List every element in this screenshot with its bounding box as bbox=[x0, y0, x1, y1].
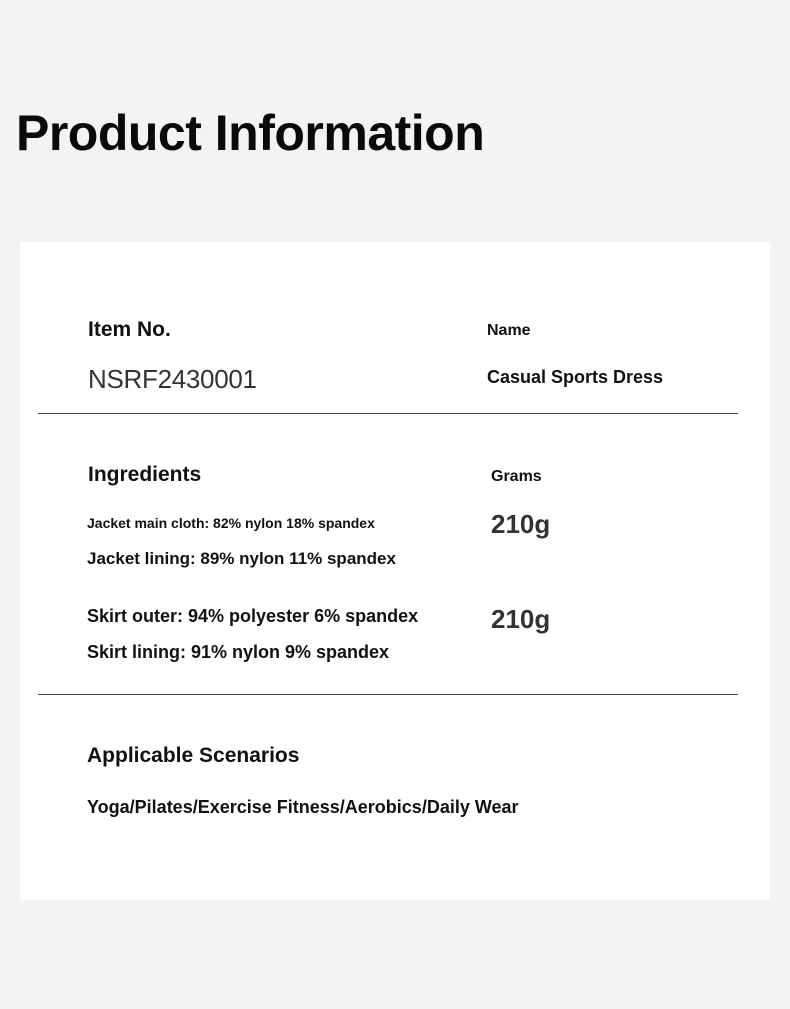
grams-label: Grams bbox=[491, 468, 542, 485]
product-info-card bbox=[20, 242, 770, 900]
name-label: Name bbox=[487, 322, 531, 339]
item-no-label: Item No. bbox=[88, 318, 171, 341]
name-value: Casual Sports Dress bbox=[487, 367, 664, 387]
grams-value-jacket: 210g bbox=[491, 509, 551, 539]
page-title: Product Information bbox=[16, 105, 485, 161]
ingredient-skirt-outer: Skirt outer: 94% polyester 6% spandex bbox=[87, 606, 419, 626]
scenarios-value: Yoga/Pilates/Exercise Fitness/Aerobics/Daily Wear bbox=[87, 797, 519, 817]
divider-item bbox=[38, 413, 738, 414]
item-no-value: NSRF2430001 bbox=[88, 364, 257, 394]
grams-value-skirt: 210g bbox=[491, 604, 551, 634]
ingredients-label: Ingredients bbox=[88, 463, 202, 486]
ingredient-jacket-lining: Jacket lining: 89% nylon 11% spandex bbox=[87, 549, 396, 568]
scenarios-label: Applicable Scenarios bbox=[87, 744, 300, 767]
ingredient-jacket-main: Jacket main cloth: 82% nylon 18% spandex bbox=[87, 515, 375, 531]
divider-ingredients bbox=[38, 694, 738, 695]
ingredient-skirt-lining: Skirt lining: 91% nylon 9% spandex bbox=[87, 642, 390, 662]
